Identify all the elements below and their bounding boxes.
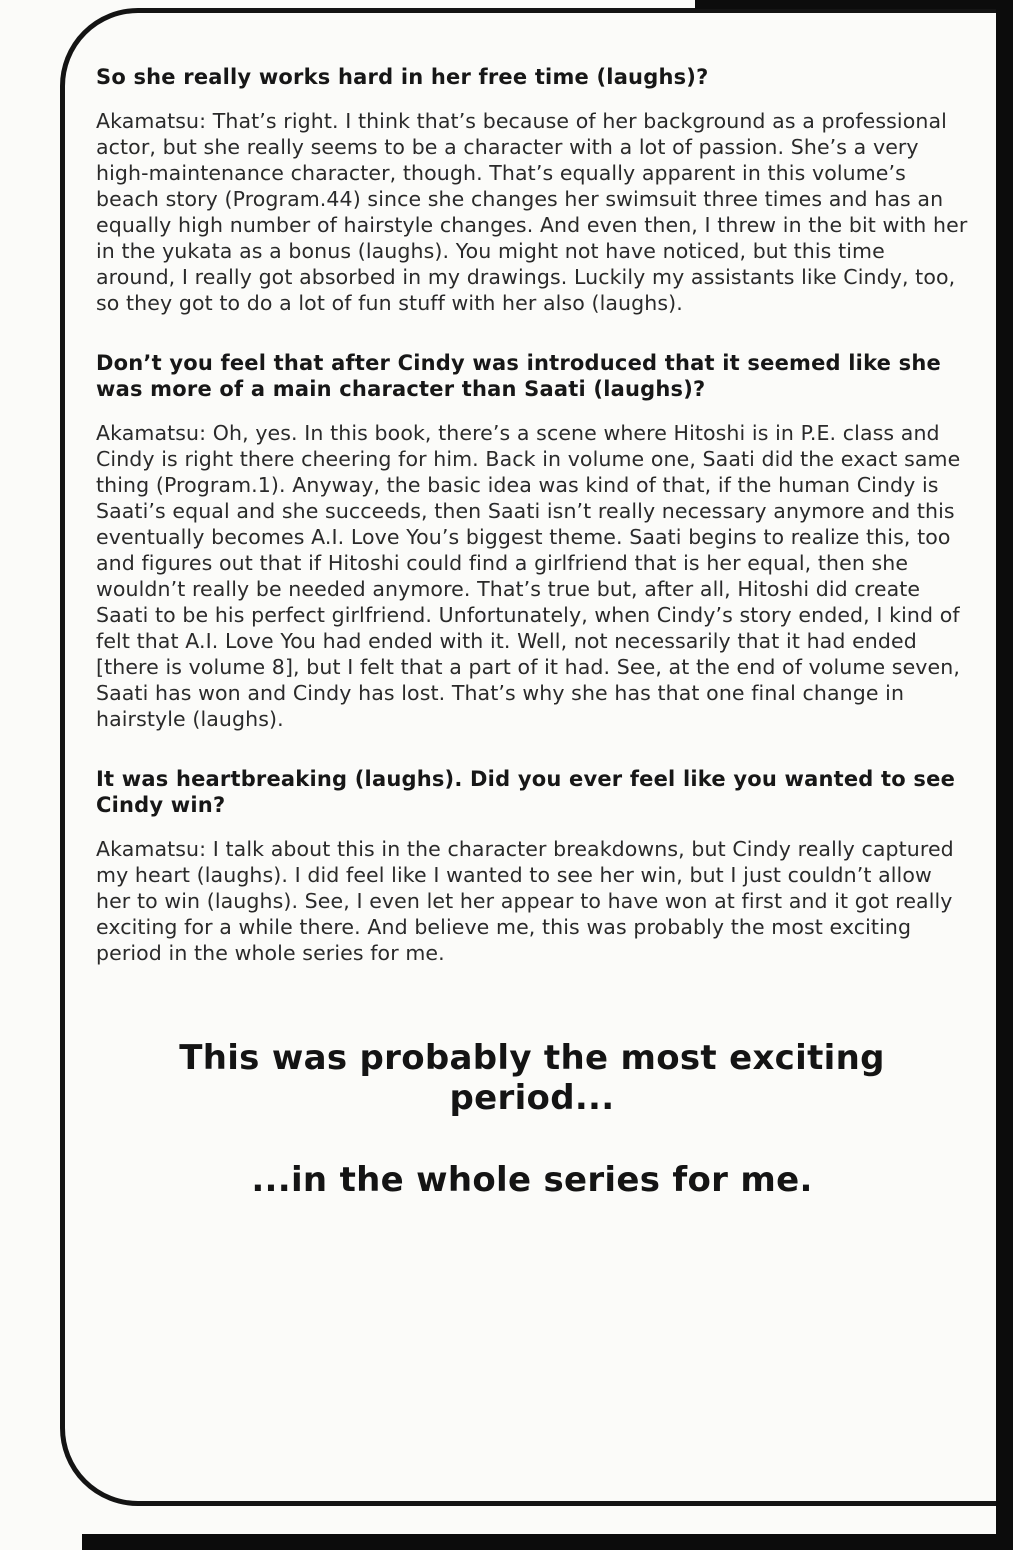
interview-answer-1: Akamatsu: That’s right. I think that’s because of her background as a professional actor, but she really seems to be a character with a lot of passion. She’s a very high-maintenance character, though. That’s equally apparent in this volume’s beach story (Program.44) since she changes her swimsuit three times and has an equally high number of hairstyle changes. And even then, I threw in the bit with her in the yukata as a bonus (laughs). You might not have noticed, but this time around, I really got absorbed in my drawings. Luckily my assistants like Cindy, too, so they got to do a lot of fun stuff with her also (laughs).	[96, 109, 968, 315]
interview-question-3: It was heartbreaking (laughs). Did you ever feel like you wanted to see Cindy win?	[96, 767, 956, 817]
pull-quote-line-2: ...in the whole series for me.	[251, 1160, 813, 1200]
scan-edge-top	[695, 0, 1013, 9]
interview-question-1: So she really works hard in her free time (laughs)?	[96, 65, 709, 89]
qa-block-1	[96, 64, 968, 316]
interview-question-2: Don’t you feel that after Cindy was introduced that it seemed like she was more of a main character than Saati (laughs)?	[96, 351, 941, 401]
qa-block-2	[96, 350, 968, 732]
interview-content	[96, 64, 968, 1200]
scan-edge-right	[996, 0, 1013, 1550]
pull-quote-line-1: This was probably the most exciting period...	[179, 1038, 885, 1118]
qa-block-3	[96, 766, 968, 966]
interview-answer-2: Akamatsu: Oh, yes. In this book, there’s a scene where Hitoshi is in P.E. class and Cindy is right there cheering for him. Back in volume one, Saati did the exact same thing (Program.1). Anyway, the basic idea was kind of that, if the human Cindy is Saati’s equal and she succeeds, then Saati isn’t really necessary anymore and this eventually becomes A.I. Love You’s biggest theme. Saati begins to realize this, too and figures out that if Hitoshi could find a girlfriend that is her equal, then she wouldn’t really be needed anymore. That’s true but, after all, Hitoshi did create Saati to be his perfect girlfriend. Unfortunately, when Cindy’s story ended, I kind of felt that A.I. Love You had ended with it. Well, not necessarily that it had ended [there is volume 8], but I felt that a part of it had. See, at the end of volume seven, Saati has won and Cindy has lost. That’s why she has that one final change in hairstyle (laughs).	[96, 421, 961, 731]
pull-quote	[96, 1038, 968, 1200]
scan-edge-bottom	[82, 1534, 1013, 1550]
interview-answer-3: Akamatsu: I talk about this in the character breakdowns, but Cindy really captured my heart (laughs). I did feel like I wanted to see her win, but I just couldn’t allow her to win (laughs). See, I even let her appear to have won at first and it got really exciting for a while there. And believe me, this was probably the most exciting period in the whole series for me.	[96, 837, 954, 965]
